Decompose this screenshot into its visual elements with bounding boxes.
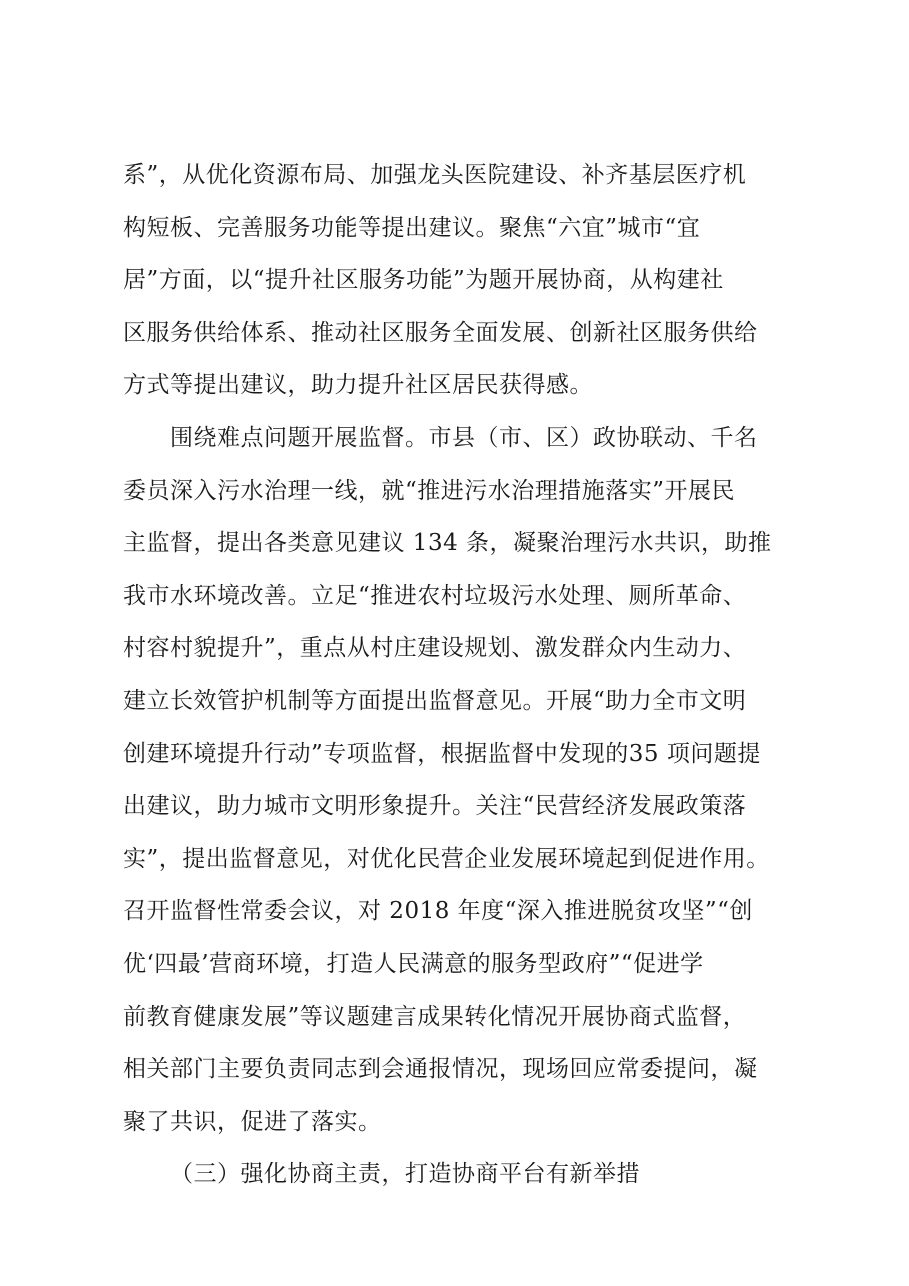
document-page xyxy=(123,149,803,1201)
text-line: 聚了共识，促进了落实。 xyxy=(123,1108,382,1135)
text-line: 主监督，提出各类意见建议 134 条，凝聚治理污水共识，助推 xyxy=(123,530,772,557)
text-line: 我市水环境改善。立足“推进农村垃圾污水处理、厕所革命、 xyxy=(123,582,747,609)
paragraph-1 xyxy=(123,149,803,412)
text-line: 召开监督性常委会议，对 2018 年度“深入推进脱贫攻坚”“创 xyxy=(123,898,753,925)
text-line: 实”，提出监督意见，对优化民营企业发展环境起到促进作用。 xyxy=(123,845,770,872)
text-line: 围绕难点问题开展监督。市县（市、区）政协联动、千名 xyxy=(170,424,758,451)
text-line: 优‘四最’营商环境，打造人民满意的服务型政府”“促进学 xyxy=(123,950,704,977)
text-line: 系”，从优化资源布局、加强龙头医院建设、补齐基层医疗机 xyxy=(123,162,747,188)
text-line: 建立长效管护机制等方面提出监督意见。开展“助力全市文明 xyxy=(123,687,747,714)
text-line: 构短板、完善服务功能等提出建议。聚焦“六宜”城市“宜 xyxy=(123,214,701,241)
text-line: 村容村貌提升”，重点从村庄建设规划、激发群众内生动力、 xyxy=(123,635,747,662)
text-line: 居”方面，以“提升社区服务功能”为题开展协商，从构建社 xyxy=(123,267,724,294)
text-line: 委员深入污水治理一线，就“推进污水治理措施落实”开展民 xyxy=(123,477,736,504)
paragraph-2 xyxy=(123,412,803,1148)
text-line: 区服务供给体系、推动社区服务全面发展、创新社区服务供给 xyxy=(123,319,758,346)
text-line: 前教育健康发展”等议题建言成果转化情况开展协商式监督， xyxy=(123,1003,747,1030)
section-heading: （三）强化协商主责，打造协商平台有新举措 xyxy=(170,1161,640,1188)
text-line: 出建议，助力城市文明形象提升。关注“民营经济发展政策落 xyxy=(123,793,747,820)
text-line: 相关部门主要负责同志到会通报情况，现场回应常委提问，凝 xyxy=(123,1056,758,1083)
text-line: 方式等提出建议，助力提升社区居民获得感。 xyxy=(123,372,593,399)
text-line: 创建环境提升行动”专项监督，根据监督中发现的35 项问题提 xyxy=(123,740,761,767)
